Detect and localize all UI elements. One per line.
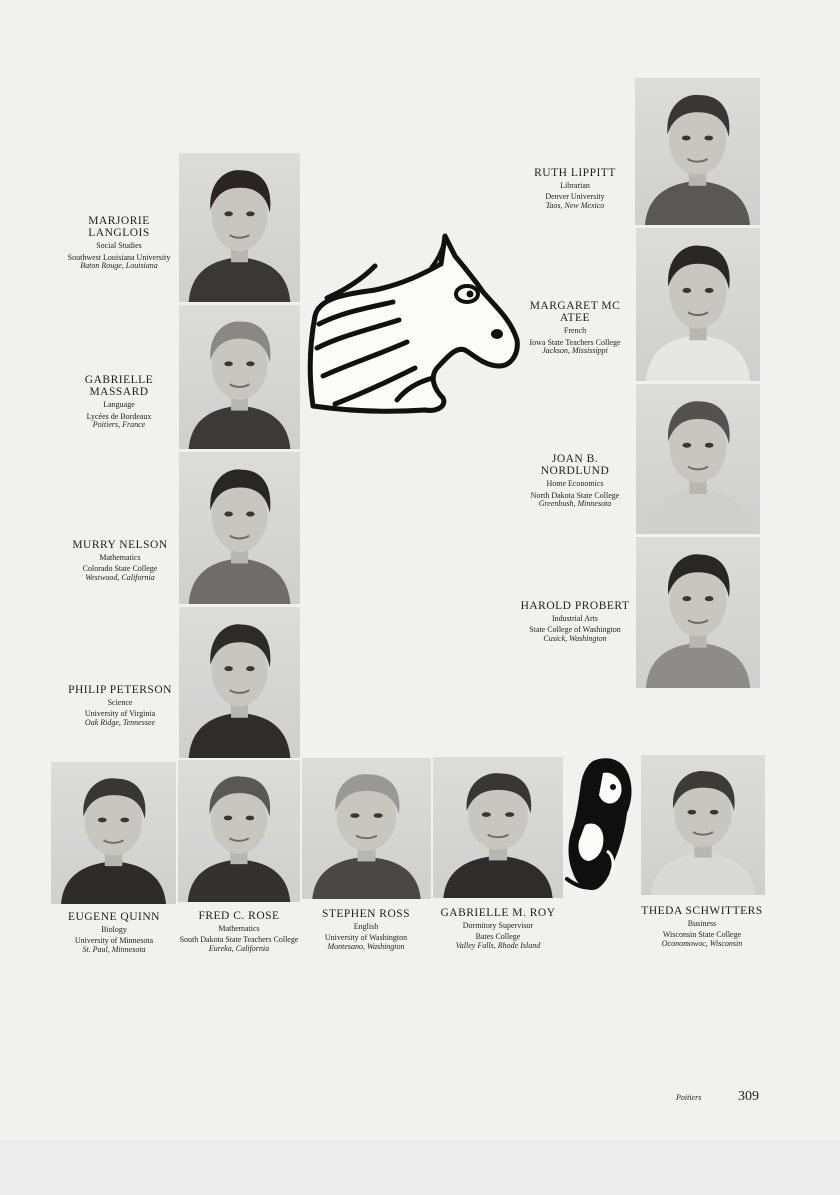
portrait-eye-right: [705, 288, 714, 293]
caption-massard: [60, 374, 178, 429]
staff-name: THEDA SCHWITTERS: [641, 905, 763, 917]
portrait-langlois: [179, 153, 300, 302]
photo-schwitters: [641, 755, 765, 895]
portrait-eye-right: [120, 818, 129, 823]
staff-name: JOAN B. NORDLUND: [540, 453, 610, 478]
photo-peterson: [179, 607, 300, 758]
portrait-mcatee: [636, 228, 760, 381]
staff-home: Valley Falls, Rhode Island: [455, 940, 541, 950]
portrait-eye-left: [224, 512, 232, 517]
caption-nelson: [60, 539, 180, 582]
portrait-eye-left: [224, 211, 232, 216]
staff-home: Montesano, Washington: [327, 941, 405, 951]
staff-name: MARGARET MC ATEE: [529, 300, 621, 325]
staff-school: University of Washington: [324, 933, 408, 943]
staff-subject: Science: [107, 698, 133, 708]
photo-quinn: [51, 762, 176, 904]
photo-probert: [636, 537, 760, 688]
caption-probert: [516, 600, 634, 643]
staff-school: Colorado State College: [82, 564, 158, 574]
portrait-peterson: [179, 607, 300, 758]
staff-subject: Biology: [101, 925, 127, 935]
staff-school: Wisconsin State College: [662, 930, 742, 940]
portrait-eye-left: [482, 812, 491, 817]
staff-name: GABRIELLE M. ROY: [440, 907, 556, 919]
portrait-schwitters: [641, 755, 765, 895]
portrait-shoulders: [189, 257, 291, 302]
staff-school: State College of Washington: [529, 625, 621, 635]
photo-massard: [179, 305, 300, 449]
portrait-eye-left: [683, 443, 692, 448]
staff-subject: English: [353, 922, 379, 932]
staff-home: Oconomowoc, Wisconsin: [661, 938, 743, 948]
caption-nordlund: [516, 453, 634, 508]
staff-home: Poitiers, France: [92, 419, 146, 429]
portrait-shoulders: [188, 859, 290, 902]
staff-subject: Librarian: [560, 181, 590, 191]
photo-nordlund: [636, 384, 760, 534]
staff-name: EUGENE QUINN: [68, 911, 160, 923]
staff-name: RUTH LIPPITT: [534, 167, 616, 179]
staff-school: University of Minnesota: [74, 936, 154, 946]
staff-home: Taos, New Mexico: [545, 200, 605, 210]
staff-name: FRED C. ROSE: [198, 910, 280, 922]
portrait-shoulders: [443, 856, 552, 898]
staff-home: Oak Ridge, Tennessee: [84, 717, 156, 727]
portrait-eye-right: [505, 812, 514, 817]
staff-name: HAROLD PROBERT: [520, 600, 630, 612]
scan-margin: [0, 1140, 840, 1195]
staff-home: Eureka, California: [208, 943, 270, 953]
staff-subject: Language: [103, 400, 135, 410]
caption-rose: [178, 910, 300, 953]
photo-rose: [178, 760, 300, 902]
portrait-shoulders: [189, 406, 291, 449]
portrait-eye-right: [704, 136, 713, 141]
staff-school: Iowa State Teachers College: [529, 337, 621, 347]
portrait-eye-left: [682, 136, 691, 141]
portrait-nordlund: [636, 384, 760, 534]
staff-subject: French: [563, 326, 587, 336]
staff-name: STEPHEN ROSS: [321, 908, 411, 920]
photo-ross: [302, 758, 431, 899]
portrait-eye-right: [246, 361, 254, 366]
portrait-ross: [302, 758, 431, 899]
portrait-shoulders: [61, 861, 166, 904]
running-footer: Poitiers: [676, 1093, 702, 1102]
staff-school: North Dakota State College: [530, 490, 620, 500]
portrait-eye-left: [688, 810, 697, 815]
staff-school: University of Virginia: [84, 709, 156, 719]
portrait-eye-left: [683, 596, 692, 601]
staff-name: GABRIELLE MASSARD: [84, 374, 154, 399]
caption-schwitters: [637, 905, 767, 948]
portrait-shoulders: [646, 335, 750, 381]
staff-home: Baton Rouge, Louisiana: [80, 260, 158, 270]
staff-home: Cusick, Washington: [543, 633, 607, 643]
portrait-massard: [179, 305, 300, 449]
staff-subject: Mathematics: [218, 924, 260, 934]
portrait-shoulders: [646, 643, 750, 688]
portrait-eye-right: [374, 813, 383, 818]
portrait-shoulders: [312, 857, 420, 899]
portrait-eye-left: [98, 818, 107, 823]
portrait-shoulders: [189, 713, 291, 758]
portrait-eye-right: [705, 596, 714, 601]
portrait-eye-right: [246, 512, 254, 517]
portrait-eye-right: [710, 810, 719, 815]
photo-lippitt: [635, 78, 760, 225]
portrait-eye-left: [224, 361, 232, 366]
staff-subject: Mathematics: [99, 553, 141, 563]
caption-mcatee: [516, 300, 634, 355]
staff-name: MURRY NELSON: [72, 539, 168, 551]
staff-subject: Dormitory Supervisor: [462, 921, 534, 931]
portrait-eye-left: [683, 288, 692, 293]
staff-school: Southwest Louisiana University: [67, 252, 171, 262]
staff-home: St. Paul, Minnesota: [82, 944, 146, 954]
portrait-eye-right: [705, 443, 714, 448]
staff-school: Denver University: [545, 192, 605, 202]
portrait-probert: [636, 537, 760, 688]
staff-school: South Dakota State Teachers College: [179, 935, 299, 945]
staff-home: Westwood, California: [85, 572, 155, 582]
portrait-eye-left: [224, 816, 233, 821]
horse-head-emblem: [305, 228, 525, 416]
page-number: 309: [738, 1089, 759, 1104]
portrait-quinn: [51, 762, 176, 904]
staff-subject: Home Economics: [546, 479, 604, 489]
staff-subject: Industrial Arts: [552, 614, 598, 624]
photo-roy: [433, 757, 563, 898]
portrait-eye-left: [350, 813, 359, 818]
portrait-eye-right: [246, 211, 254, 216]
staff-school: Bates College: [475, 932, 521, 942]
portrait-lippitt: [635, 78, 760, 225]
portrait-roy: [433, 757, 563, 898]
staff-home: Greenbush, Minnesota: [538, 498, 612, 508]
caption-roy: [433, 907, 563, 950]
caption-langlois: [60, 215, 178, 270]
photo-mcatee: [636, 228, 760, 381]
portrait-nelson: [179, 452, 300, 604]
portrait-shoulders: [645, 181, 750, 225]
caption-peterson: [60, 684, 180, 727]
portrait-eye-right: [246, 816, 255, 821]
staff-subject: Social Studies: [96, 241, 142, 251]
staff-name: PHILIP PETERSON: [68, 684, 172, 696]
portrait-eye-right: [246, 666, 254, 671]
photo-langlois: [179, 153, 300, 302]
staff-home: Jackson, Mississippi: [542, 345, 608, 355]
caption-lippitt: [515, 167, 635, 210]
caption-ross: [302, 908, 430, 951]
portrait-shoulders: [651, 853, 755, 895]
photo-nelson: [179, 452, 300, 604]
portrait-shoulders: [189, 558, 291, 604]
staff-name: MARJORIE LANGLOIS: [88, 215, 150, 240]
caption-quinn: [51, 911, 177, 954]
staff-subject: Business: [687, 919, 717, 929]
staff-school: Lycées de Bordeaux: [86, 411, 152, 421]
lion-emblem: [563, 755, 639, 895]
portrait-eye-left: [224, 666, 232, 671]
portrait-rose: [178, 760, 300, 902]
portrait-shoulders: [646, 489, 750, 534]
